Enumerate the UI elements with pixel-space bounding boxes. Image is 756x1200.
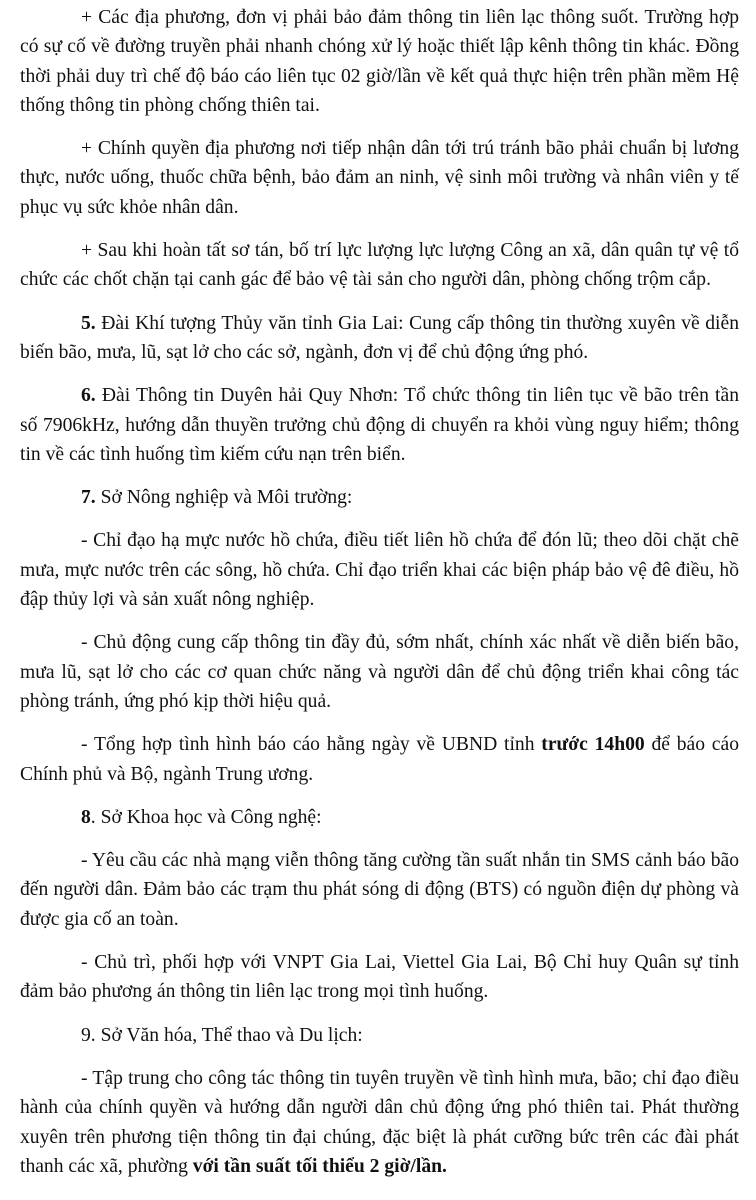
text-segment: - Tập trung cho công tác thông tin tuyên truyền về tình hình mưa, bão; chỉ đạo điều hành của chính quyền và hướng dẫn người dân chủ động ứng phó thiên tai. Phát thường xuyên trên phương tiện thông tin đại chúng, đặc biệt là phát cưỡng bức trên các đài phát thanh các xã, phường [20,1067,739,1177]
text-segment: Sở Nông nghiệp và Môi trường: [95,487,353,509]
paragraph [20,236,739,295]
text-segment: + Chính quyền địa phương nơi tiếp nhận dân tới trú tránh bão phải chuẩn bị lương thực, nước uống, thuốc chữa bệnh, bảo đảm an ninh, vệ sinh môi trường và nhân viên y tế phục vụ sức khỏe nhân dân. [20,138,739,218]
paragraph [20,628,739,716]
paragraph [20,803,739,832]
paragraph [20,483,739,512]
paragraph [20,526,739,614]
text-segment: + Sau khi hoàn tất sơ tán, bố trí lực lượng lực lượng Công an xã, dân quân tự vệ tổ chức các chốt chặn tại canh gác để bảo vệ tài sản cho người dân, phòng chống trộm cắp. [20,240,739,291]
text-segment: Sở Văn hóa, Thể thao và Du lịch: [95,1024,363,1046]
paragraph [20,1021,739,1050]
text-segment: - Yêu cầu các nhà mạng viễn thông tăng cường tần suất nhắn tin SMS cảnh báo bão đến người dân. Đảm bảo các trạm thu phát sóng di động (BTS) có nguồn điện dự phòng và được gia cố an toàn. [20,850,739,930]
text-segment: - Chủ động cung cấp thông tin đầy đủ, sớm nhất, chính xác nhất về diễn biến bão, mưa lũ, sạt lở cho các cơ quan chức năng và người dân để chủ động triển khai công tác phòng tránh, ứng phó kịp thời hiệu quả. [20,632,739,712]
paragraph [20,309,739,368]
text-segment: . Sở Khoa học và Công nghệ: [90,806,322,828]
bold-text: 7. [81,487,96,509]
text-segment: - Chỉ đạo hạ mực nước hồ chứa, điều tiết liên hồ chứa để đón lũ; theo dõi chặt chẽ mưa, mực nước trên các sông, hồ chứa. Chỉ đạo triển khai các biện pháp bảo vệ đê điều, hồ đập thủy lợi và sản xuất nông nghiệp. [20,530,739,611]
paragraph [20,1064,739,1181]
text-segment: để báo cáo Chính phủ và Bộ, ngành Trung ương. [20,734,739,785]
paragraph [20,730,739,789]
paragraph [20,381,739,469]
text-segment: Đài Khí tượng Thủy văn tỉnh Gia Lai: Cung cấp thông tin thường xuyên về diễn biến bão, mưa, lũ, sạt lở cho các sở, ngành, đơn vị để chủ động ứng phó. [20,312,739,363]
bold-text: 6. [81,385,96,407]
paragraph [20,948,739,1007]
bold-text: 8 [81,806,91,828]
paragraph [20,3,739,120]
text-segment: Đài Thông tin Duyên hải Quy Nhơn: Tổ chức thông tin liên tục về bão trên tần số 7906kHz, hướng dẫn thuyền trưởng chủ động di chuyển ra khỏi vùng nguy hiểm; thông tin về các tình huống tìm kiếm cứu nạn trên biển. [20,385,739,465]
bold-text: với tần suất tối thiểu 2 giờ/lần. [192,1155,447,1177]
bold-text: 5. [81,312,96,334]
paragraph [20,846,739,934]
text-segment: - Chủ trì, phối hợp với VNPT Gia Lai, Viettel Gia Lai, Bộ Chỉ huy Quân sự tỉnh đảm bảo phương án thông tin liên lạc trong mọi tình huống. [20,952,739,1003]
text-segment: 9. [81,1024,96,1046]
bold-text: trước 14h00 [541,734,645,756]
text-segment: + Các địa phương, đơn vị phải bảo đảm thông tin liên lạc thông suốt. Trường hợp có sự cố về đường truyền phải nhanh chóng xử lý hoặc thiết lập kênh thông tin khác. Đồng thời phải duy trì chế độ báo cáo liên tục 02 giờ/lần về kết quả thực hiện trên phần mềm Hệ thống thông tin phòng chống thiên tai. [20,7,739,116]
text-segment: - Tổng hợp tình hình báo cáo hằng ngày về UBND tỉnh [81,734,542,756]
paragraph [20,134,739,222]
